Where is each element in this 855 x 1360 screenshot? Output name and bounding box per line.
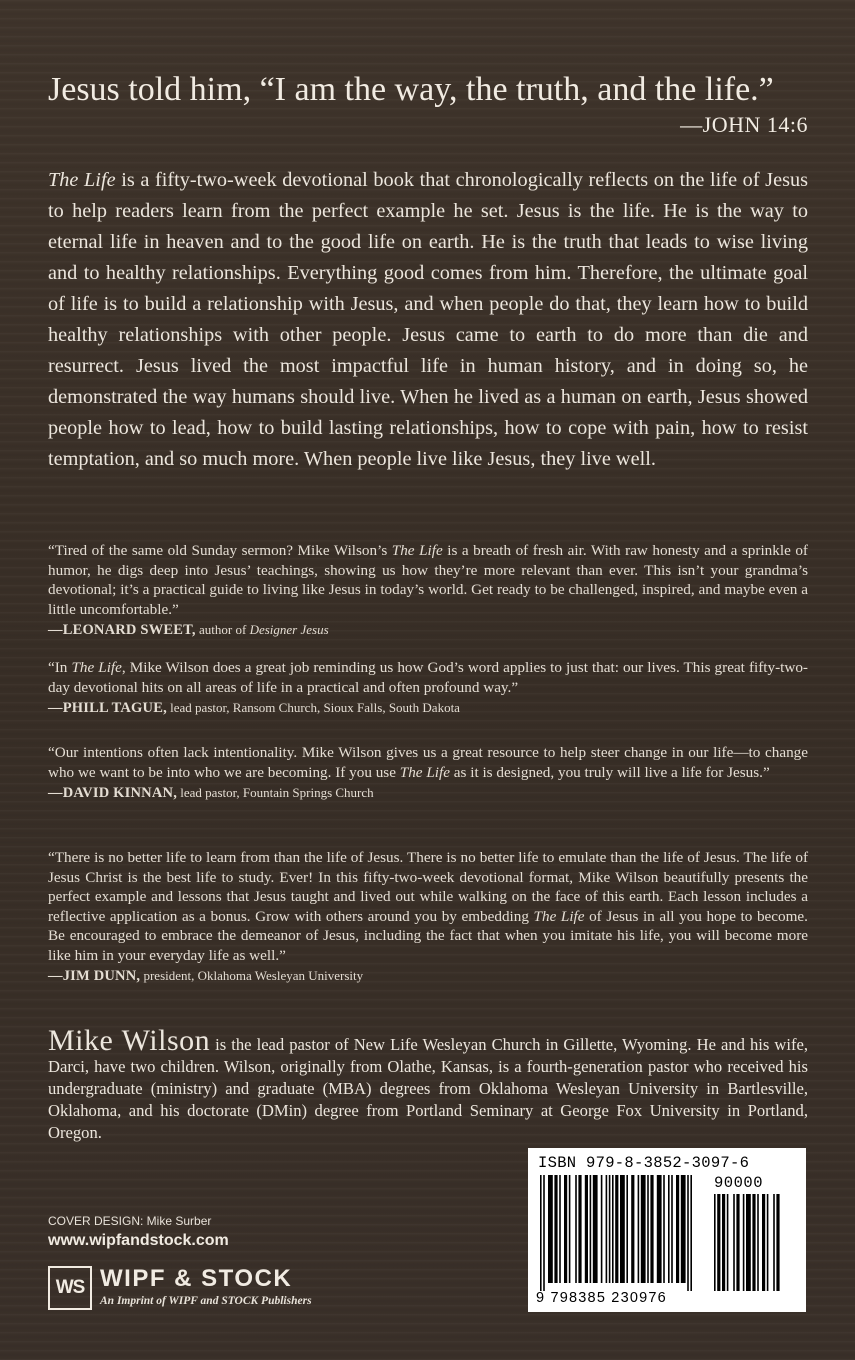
barcode-bar bbox=[540, 1175, 542, 1291]
barcode-bar bbox=[548, 1175, 553, 1283]
endorsement-text: as it is designed, you truly will live a life for Jesus.” bbox=[449, 763, 770, 781]
author-bio bbox=[48, 1024, 808, 1144]
endorser-role: lead pastor, Ransom Church, Sioux Falls, South Dakota bbox=[166, 700, 460, 715]
endorsement-text: is a breath of fresh air. With raw honesty and a sprinkle of humor, he digs deep into Jesus’ teachings, showing us how they’re more relevant than ever. This isn’t your grandma’s devotional; it’s a practical guide to living like Jesus in today’s world. Get ready to be challenged, inspired, and maybe even a little uncomfortable.” bbox=[48, 542, 808, 618]
barcode-bar bbox=[615, 1175, 618, 1283]
barcode-bar bbox=[569, 1175, 571, 1283]
endorsement-attribution bbox=[48, 966, 808, 987]
epigraph-reference: —JOHN 14:6 bbox=[680, 112, 808, 137]
barcode-bar bbox=[590, 1175, 592, 1283]
publisher-logo bbox=[48, 1266, 358, 1312]
publisher-name: WIPF & STOCK bbox=[100, 1265, 293, 1292]
barcode-bar bbox=[585, 1175, 588, 1283]
barcode-bar bbox=[681, 1175, 686, 1283]
endorser-name: —DAVID KINNAN, bbox=[48, 785, 178, 801]
endorsement-dunn bbox=[48, 848, 808, 987]
barcode-bar bbox=[612, 1175, 614, 1283]
publisher-tagline: An Imprint of WIPF and STOCK Publishers bbox=[100, 1295, 312, 1307]
barcode-bar bbox=[650, 1175, 653, 1283]
book-title: The Life bbox=[48, 169, 116, 191]
barcode-bar bbox=[671, 1175, 673, 1283]
barcode-bar bbox=[714, 1194, 716, 1291]
endorsement-text: “There is no better life to learn from than the life of Jesus. There is no better life to emulate than the life of Jesus. The life of Jesus Christ is the best life to study. Ever! In this fifty-two-week devotional format, Mike Wilson beautifully presents the perfect example and lessons that Jesus taught and lived out while walking on the face of this earth. Each lesson includes a reflective application as a bonus. Grow with others around you by embedding bbox=[48, 849, 808, 925]
barcode-bar bbox=[663, 1175, 665, 1283]
barcode-bar bbox=[554, 1175, 557, 1283]
endorser-name: —PHILL TAGUE, bbox=[48, 700, 167, 716]
barcode-bar bbox=[727, 1194, 729, 1291]
barcode-bar bbox=[543, 1175, 545, 1291]
barcode-bar bbox=[609, 1175, 611, 1283]
barcode-bar bbox=[593, 1175, 598, 1283]
barcode-bar bbox=[722, 1194, 725, 1291]
barcode-bar bbox=[736, 1194, 739, 1291]
barcode-bar bbox=[668, 1175, 670, 1283]
endorser-role: president, Oklahoma Wesleyan University bbox=[140, 968, 364, 983]
barcode-bar bbox=[638, 1175, 640, 1283]
barcode-bar bbox=[578, 1175, 581, 1283]
barcode-bar bbox=[657, 1175, 662, 1283]
isbn-number: ISBN 979-8-3852-3097-6 bbox=[538, 1154, 750, 1172]
barcode-bar bbox=[564, 1175, 567, 1283]
endorsement-attribution bbox=[48, 698, 808, 719]
barcode-bar bbox=[690, 1175, 692, 1291]
barcode-bar bbox=[575, 1175, 577, 1283]
barcode-bar bbox=[743, 1194, 745, 1291]
book-description bbox=[48, 165, 808, 475]
endorsement-book-title: The Life bbox=[391, 542, 443, 559]
description-text: is a fifty-two-week devotional book that chronologically reflects on the life of Jesus to help readers learn from the perfect example he set. Jesus is the life. He is the way to eternal life in heaven and to the good life on earth. He is the truth that leads to wise living and to healthy relationships. Everything good comes from him. Therefore, the ultimate goal of life is to build a relationship with Jesus, and when people do that, they learn how to build healthy relationships with other people. Jesus came to earth to do more than die and resurrect. Jesus lived the most impactful life in human history, and in doing so, he demonstrated the way humans should live. When he lived as a human on earth, Jesus showed people how to lead, how to build lasting relationships, how to cope with pain, how to resist temptation, and so much more. When people live like Jesus, they live well. bbox=[48, 169, 808, 470]
barcode-bar bbox=[752, 1194, 755, 1291]
barcode-bar bbox=[717, 1194, 720, 1291]
endorser-name: —JIM DUNN, bbox=[48, 968, 141, 984]
barcode-bar bbox=[687, 1175, 689, 1291]
barcode-bar bbox=[773, 1194, 775, 1291]
barcode-bar bbox=[641, 1175, 646, 1283]
barcode-bars-addon bbox=[714, 1194, 794, 1291]
endorsement-attribution bbox=[48, 783, 808, 804]
publisher-mark-icon: WS bbox=[48, 1266, 92, 1310]
endorsement-sweet bbox=[48, 541, 808, 641]
barcode-bar bbox=[647, 1175, 649, 1283]
barcode-bar bbox=[746, 1194, 751, 1291]
endorsement-text: “In bbox=[48, 659, 72, 676]
isbn-barcode bbox=[528, 1148, 806, 1312]
author-bio-text: is the lead pastor of New Life Wesleyan Church in Gillette, Wyoming. He and his wife, Darci, have two children. Wilson, originally from Olathe, Kansas, is a fourth-generation pastor who received his undergraduate (ministry) and graduate (MBA) degrees from Oklahoma Wesleyan University in Bartlesville, Oklahoma, and his doctorate (DMin) degree from Portland Seminary at George Fox University in Portland, Oregon. bbox=[48, 1035, 808, 1142]
cover-design-credit: COVER DESIGN: Mike Surber bbox=[48, 1214, 212, 1228]
barcode-bar bbox=[676, 1175, 679, 1283]
endorsement-tague bbox=[48, 658, 808, 719]
barcode-bar bbox=[762, 1194, 765, 1291]
barcode-bar bbox=[559, 1175, 561, 1283]
barcode-bar bbox=[601, 1175, 603, 1283]
barcode-bar bbox=[631, 1175, 634, 1283]
barcode-digits: 9 798385 230976 bbox=[536, 1290, 667, 1306]
endorsement-text: “Our intentions often lack intentionality. Mike Wilson gives us a great resource to help steer change in our life—to change who we want to be into who we are becoming. If you use bbox=[48, 744, 808, 781]
barcode-bars-main bbox=[540, 1175, 710, 1291]
endorsement-book-title: The Life bbox=[533, 907, 585, 925]
publisher-url[interactable]: www.wipfandstock.com bbox=[48, 1232, 229, 1249]
endorsement-kinnan bbox=[48, 743, 808, 804]
barcode-bar bbox=[620, 1175, 625, 1283]
author-name: Mike Wilson bbox=[48, 1024, 211, 1057]
barcode-bar bbox=[757, 1194, 759, 1291]
barcode-bar bbox=[767, 1194, 769, 1291]
endorsement-text: , Mike Wilson does a great job reminding us how God’s word applies to just that: our lives. This great fifty-two-day devotional hits on all areas of life in a practical and often profound way.” bbox=[48, 659, 808, 696]
endorser-role: lead pastor, Fountain Springs Church bbox=[177, 785, 374, 800]
endorsement-text: “Tired of the same old Sunday sermon? Mike Wilson’s bbox=[48, 542, 392, 559]
endorsement-text: of Jesus in all you hope to become. Be encouraged to embrace the demeanor of Jesus, including the fact that when you imitate his life, you will become more like him in your everyday life as well.” bbox=[48, 907, 808, 964]
endorsement-book-title: The Life bbox=[71, 659, 122, 676]
price-code: 90000 bbox=[714, 1174, 764, 1192]
barcode-bar bbox=[626, 1175, 628, 1283]
barcode-bar bbox=[606, 1175, 608, 1283]
barcode-bar bbox=[733, 1194, 735, 1291]
epigraph-quote: Jesus told him, “I am the way, the truth, and the life.” bbox=[48, 71, 774, 108]
barcode-bar bbox=[776, 1194, 779, 1291]
endorsement-attribution bbox=[48, 620, 808, 641]
endorsement-book-title: The Life bbox=[399, 763, 450, 781]
endorser-role: author of bbox=[195, 622, 250, 637]
endorser-name: —LEONARD SWEET, bbox=[48, 622, 196, 638]
endorser-role-title: Designer Jesus bbox=[249, 622, 329, 637]
